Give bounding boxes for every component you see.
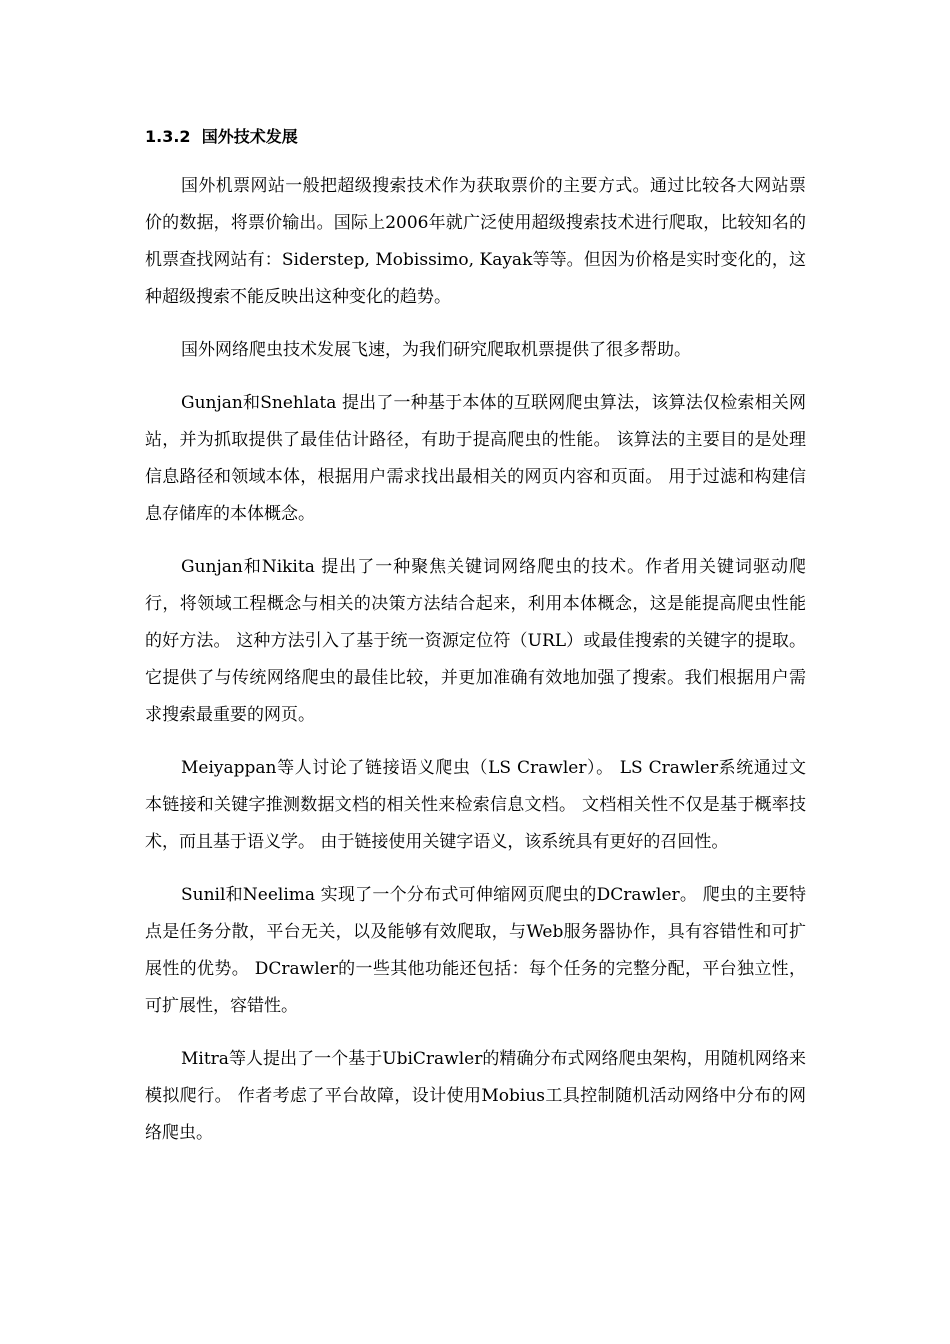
paragraph-2: 国外网络爬虫技术发展飞速，为我们研究爬取机票提供了很多帮助。	[181, 340, 691, 360]
section-heading: 1.3.2 国外技术发展	[145, 127, 298, 146]
paragraph-3: Gunjan和Snehlata 提出了一种基于本体的互联网爬虫算法，该算法仅检索相关网站，并为抓取提供了最佳估计路径，有助于提高爬虫的性能。 该算法的主要目的是处理信息路径和领域本体，根据用户需求找出最相关的网页内容和页面。 用于过滤和构建信息存储库的本体概念。	[145, 393, 806, 524]
paragraph-4: Gunjan和Nikita 提出了一种聚焦关键词网络爬虫的技术。作者用关键词驱动爬行，将领域工程概念与相关的决策方法结合起来，利用本体概念，这是能提高爬虫性能的好方法。 这种方法引入了基于统一资源定位符（URL）或最佳搜索的关键字的提取。 它提供了与传统网络爬虫的最佳比较，并更加准确有效地加强了搜索。我们根据用户需求搜索最重要的网页。	[145, 557, 806, 725]
paragraph-7: Mitra等人提出了一个基于UbiCrawler的精确分布式网络爬虫架构，用随机网络来模拟爬行。 作者考虑了平台故障，设计使用Mobius工具控制随机活动网络中分布的网络爬虫。	[145, 1049, 806, 1143]
page-content	[145, 124, 806, 1168]
paragraph-6: Sunil和Neelima 实现了一个分布式可伸缩网页爬虫的DCrawler。 爬虫的主要特点是任务分散，平台无关，以及能够有效爬取，与Web服务器协作，具有容错性和可扩展性的优势。 DCrawler的一些其他功能还包括：每个任务的完整分配，平台独立性，可扩展性，容错性。	[145, 885, 806, 1016]
paragraph-5: Meiyappan等人讨论了链接语义爬虫（LS Crawler）。 LS Crawler系统通过文本链接和关键字推测数据文档的相关性来检索信息文档。 文档相关性不仅是基于概率技术，而且基于语义学。 由于链接使用关键字语义，该系统具有更好的召回性。	[145, 758, 806, 852]
paragraph-1: 国外机票网站一般把超级搜索技术作为获取票价的主要方式。通过比较各大网站票价的数据，将票价输出。国际上2006年就广泛使用超级搜索技术进行爬取，比较知名的机票查找网站有：Siderstep, Mobissimo, Kayak等等。但因为价格是实时变化的，这种超级搜索不能反映出这种变化的趋势。	[145, 176, 806, 307]
